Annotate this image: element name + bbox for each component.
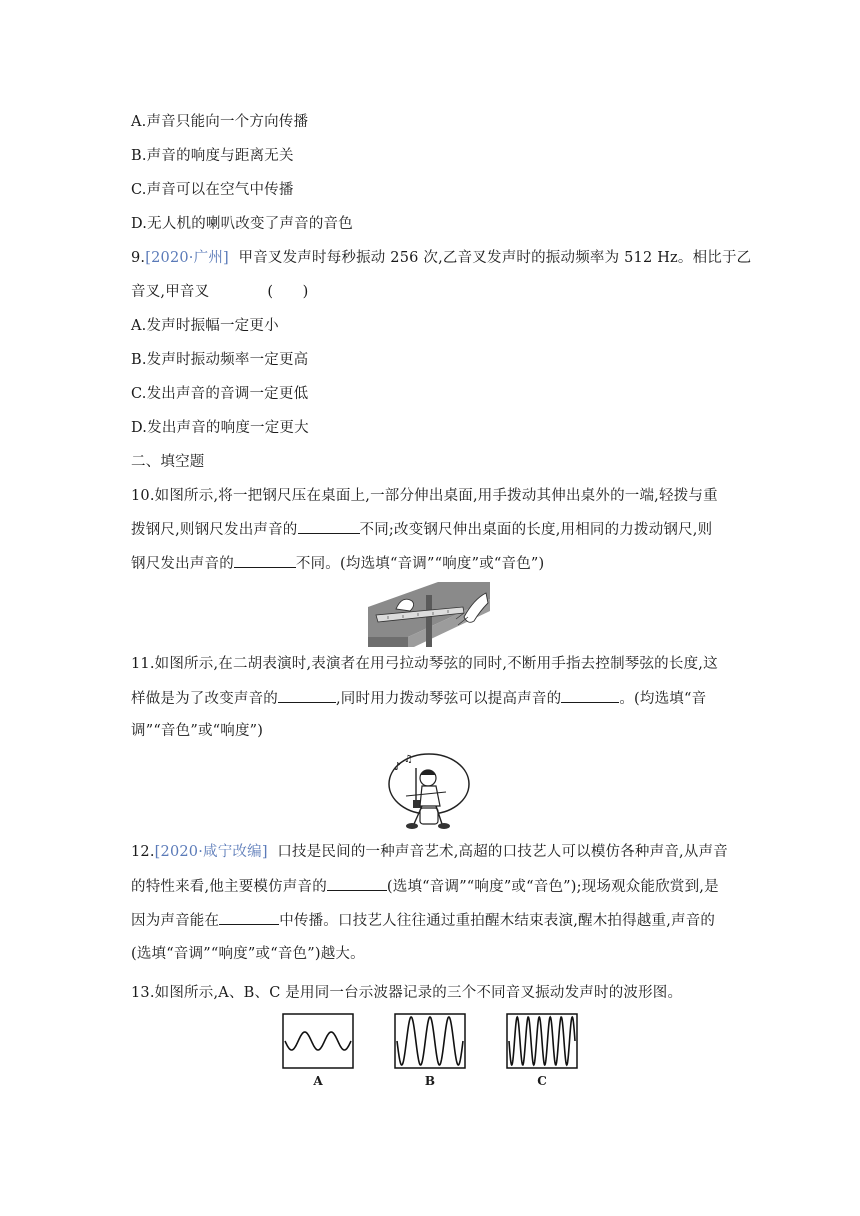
q10-text-3a: 钢尺发出声音的 [131,556,234,572]
waveform-c-label: C [537,1074,547,1088]
q10-blank-1[interactable] [298,519,360,534]
svg-text:♪: ♪ [394,760,402,773]
q10-line3 [131,553,544,574]
q9-option-d: D.发出声音的响度一定更大 [131,420,309,436]
q11-line3: 调”“音色”或“响度”) [131,723,264,739]
q11-line2 [131,688,706,709]
q9-stem-line2 [131,282,308,302]
q10-text-2a: 拨钢尺,则钢尺发出声音的 [131,522,298,538]
q12-text-2b: (选填“音调”“响度”或“音色”);现场观众能欣赏到,是 [386,879,719,895]
q10-blank-2[interactable] [234,553,296,568]
waveform-b-label: B [424,1074,436,1088]
q9-option-a: A.发声时振幅一定更小 [131,318,279,334]
q9-option-b: B.发声时振动频率一定更高 [131,352,309,368]
q12-text-1: 口技是民间的一种声音艺术,高超的口技艺人可以模仿各种声音,从声音 [277,844,728,860]
q10-text-3b: 不同。(均选填“音调”“响度”或“音色”) [295,556,545,572]
q9-number: 9. [131,250,146,266]
waveform-a-label: A [313,1074,323,1088]
q10-text-2b: 不同;改变钢尺伸出桌面的长度,用相同的力拨动钢尺,则 [359,522,713,538]
q12-number: 12. [131,844,155,860]
q12-source: [2020·咸宁改编] [154,844,268,860]
q11-line1: 11.如图所示,在二胡表演时,表演者在用弓拉动琴弦的同时,不断用手指去控制琴弦的长度,这 [131,656,718,672]
svg-text:♫: ♫ [404,754,413,765]
q8-option-d: D.无人机的喇叭改变了声音的音色 [131,216,353,232]
waveform-c [506,1013,578,1069]
q9-source: [2020·广州] [145,250,229,266]
q12-line2 [131,876,719,897]
q12-text-3a: 因为声音能在 [131,913,220,929]
q8-option-a: A.声音只能向一个方向传播 [131,114,309,130]
q12-line1 [131,842,728,862]
q8-option-c: C.声音可以在空气中传播 [131,182,294,198]
q9-stem-line1 [131,248,751,268]
q12-blank-1[interactable] [327,876,387,891]
q12-text-3b: 中传播。口技艺人往往通过重拍醒木结束表演,醒木拍得越重,声音的 [279,913,716,929]
q11-blank-2[interactable] [561,688,619,703]
q10-line2 [131,519,712,540]
erhu-player-figure [386,748,472,834]
q11-text-2b: ,同时用力拨动琴弦可以提高声音的 [336,691,562,707]
q12-line3 [131,910,715,931]
q12-blank-2[interactable] [219,910,279,925]
q12-line4: (选填“音调”“响度”或“音色”)越大。 [131,946,365,962]
ruler-table-figure [368,577,490,647]
q9-text-2: 音叉,甲音叉 [131,284,210,300]
waveform-a [282,1013,354,1069]
q10-line1: 10.如图所示,将一把钢尺压在桌面上,一部分伸出桌面,用手拨动其伸出桌外的一端,轻拨与重 [131,488,718,504]
waveform-b [394,1013,466,1069]
q9-answer-paren: ( ) [267,284,309,300]
q11-text-2a: 样做是为了改变声音的 [131,691,278,707]
q9-option-c: C.发出声音的音调一定更低 [131,386,309,402]
q11-text-2c: 。(均选填“音 [619,691,707,707]
section-title: 二、填空题 [131,454,205,470]
q12-text-2a: 的特性来看,他主要模仿声音的 [131,879,327,895]
q9-text: 甲音叉发声时每秒振动 256 次,乙音叉发声时的振动频率为 512 Hz。相比于乙 [238,250,752,266]
q8-option-b: B.声音的响度与距离无关 [131,148,294,164]
q11-blank-1[interactable] [278,688,336,703]
q13-line1: 13.如图所示,A、B、C 是用同一台示波器记录的三个不同音叉振动发声时的波形图。 [131,985,683,1001]
